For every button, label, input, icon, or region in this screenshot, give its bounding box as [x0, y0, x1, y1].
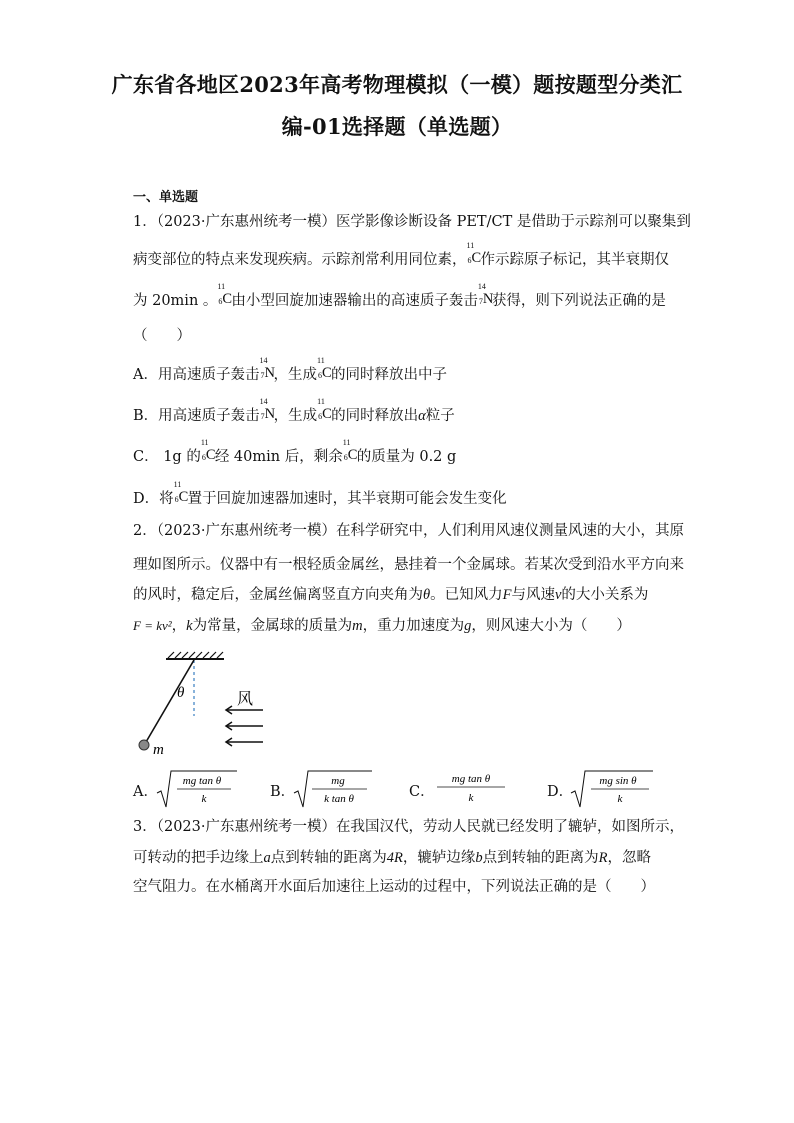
svg-text:mg sin θ: mg sin θ [599, 775, 637, 787]
q1-option-b: B．用高速质子轰击 14 7 N ，生成 11 6 C 的同时释放出α粒子 [133, 397, 455, 424]
q1-line-1: 1．（2023·广东惠州统考一模）医学影像诊断设备 PET/CT 是借助于示踪剂可以聚集到 [133, 214, 691, 230]
q1-line-4: （ ） [133, 328, 191, 344]
q2-line-3: 的风时，稳定后，金属丝偏离竖直方向夹角为θ。已知风力F与风速v的大小关系为 [133, 587, 649, 603]
sqrt-fraction [155, 769, 245, 809]
isotope-c11: 11 6 C [316, 356, 332, 381]
svg-text:mg tan θ: mg tan θ [182, 775, 222, 787]
svg-text:mg tan θ: mg tan θ [451, 773, 491, 785]
metal-wire [146, 660, 194, 742]
q1-option-c: C． 1g 的 11 6 C 经 40min 后，剩余 11 6 C 的质量为 0.2 g [133, 438, 457, 465]
metal-ball [139, 740, 149, 750]
isotope-c11: 11 6 C [217, 282, 233, 307]
wind-arrows [226, 706, 263, 746]
isotope-c11: 11 6 C [342, 438, 358, 463]
mass-label: m [153, 742, 164, 756]
section-heading: 一、单选题 [133, 190, 199, 205]
wind-force-equation: F = kv² [133, 618, 172, 633]
q3-line-1: 3．（2023·广东惠州统考一模）在我国汉代，劳动人民就已经发明了辘轳，如图所示， [133, 819, 684, 835]
isotope-c11: 11 6 C [466, 241, 482, 266]
q3-line-3: 空气阻力。在水桶离开水面后加速往上运动的过程中，下列说法正确的是（ ） [133, 879, 655, 895]
q1-option-a: A．用高速质子轰击 14 7 N ，生成 11 6 C 的同时释放出中子 [133, 356, 447, 383]
isotope-n14: 14 7 N [259, 356, 275, 381]
isotope-c11: 11 6 C [173, 480, 189, 505]
svg-text:k tan θ: k tan θ [324, 793, 354, 805]
q2-line-1: 2．（2023·广东惠州统考一模）在科学研究中，人们利用风速仪测量风速的大小，其原 [133, 523, 684, 539]
anemometer-figure [133, 650, 273, 756]
q1-line-2: 病变部位的特点来发现疾病。示踪剂常利用同位素， 11 6 C 作示踪原子标记，其半衰期仅 [133, 241, 669, 268]
sqrt-fraction [292, 769, 382, 809]
isotope-n14: 14 7 N [259, 397, 276, 422]
wind-label: 风 [237, 689, 254, 708]
svg-text:k: k [617, 793, 623, 805]
q2-line-4: F = kv²，k为常量，金属球的质量为m，重力加速度为g，则风速大小为（ ） [133, 618, 631, 634]
svg-text:k: k [468, 792, 474, 804]
isotope-c11: 11 6 C [317, 397, 332, 422]
ceiling-support [166, 652, 224, 659]
svg-text:mg: mg [331, 775, 345, 787]
q1-line-3: 为 20min 。 11 6 C 由小型回旋加速器输出的高速质子轰击 14 7 N 获得，则下列说法正确的是 [133, 282, 666, 309]
document-title-line-2: 编-01选择题（单选题） [281, 114, 513, 139]
isotope-c11: 11 6 C [200, 438, 216, 463]
sqrt-fraction [569, 769, 659, 809]
svg-text:k: k [201, 793, 207, 805]
isotope-n14: 14 7 N [477, 282, 494, 307]
q1-option-d: D．将 11 6 C 置于回旋加速器加速时，其半衰期可能会发生变化 [133, 480, 507, 507]
document-title-line-1: 广东省各地区2023年高考物理模拟（一模）题按题型分类汇 [111, 72, 683, 97]
fraction [431, 769, 521, 809]
q3-line-2: 可转动的把手边缘上a点到转轴的距离为4R，辘轳边缘b点到转轴的距离为R，忽略 [133, 850, 651, 866]
q2-line-2: 理如图所示。仪器中有一根轻质金属丝，悬挂着一个金属球。若某次受到沿水平方向来 [133, 557, 684, 573]
theta-label: θ [177, 685, 185, 701]
